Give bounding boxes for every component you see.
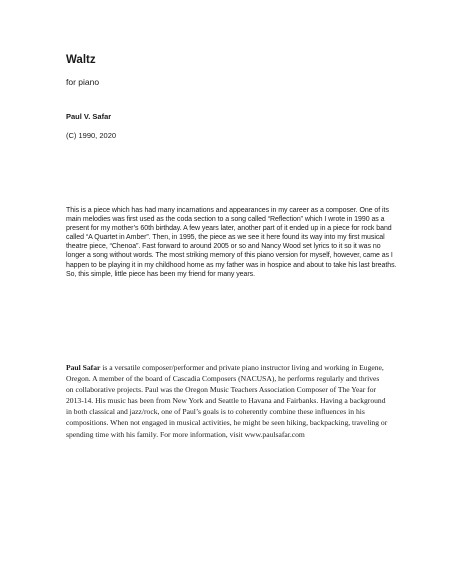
bio-name: Paul Safar bbox=[66, 363, 101, 372]
copyright-notice: (C) 1990, 2020 bbox=[66, 131, 117, 140]
composer-name: Paul V. Safar bbox=[66, 112, 112, 121]
document-subtitle: for piano bbox=[66, 77, 100, 87]
bio-text: is a versatile composer/performer and private piano instructor living and working in Eugene, Oregon. A member of the board of Cascadia Composers (NACUSA), he performs regularly and thrives on collaborative projects. Paul was the Oregon Music Teachers Association Composer of The Year for 2013-14. His music has been from New York and Seattle to Havana and Fairbanks. Having a background in both classical and jazz/rock, one of Paul’s goals is to coherently combine these influences in his compositions. When not engaged in musical activities, he might be seen hiking, backpacking, traveling or spending time with his family. For more information, visit www.paulsafar.com bbox=[66, 363, 388, 439]
document-title: Waltz bbox=[66, 54, 96, 66]
piece-description: This is a piece which has had many incarnations and appearances in my career as a composer. One of its main melodies was first used as the coda section to a song called “Reflection” which I wrote in 1990 as a present for my mother’s 60th birthday. A few years later, another part of it ended up in a piece for rock band called “A Quartet in Amber”. Then, in 1995, the piece as we see it here found its way into my first musical theatre piece, “Chenoa”. Fast forward to around 2005 or so and Nancy Wood set lyrics to it so it was no longer a song without words. The most striking memory of this piano version for myself, however, came as I happen to be playing it in my childhood home as my father was in hospice and about to take his last breaths. So, this simple, little piece has been my friend for many years. bbox=[66, 207, 397, 278]
composer-bio bbox=[66, 362, 388, 440]
